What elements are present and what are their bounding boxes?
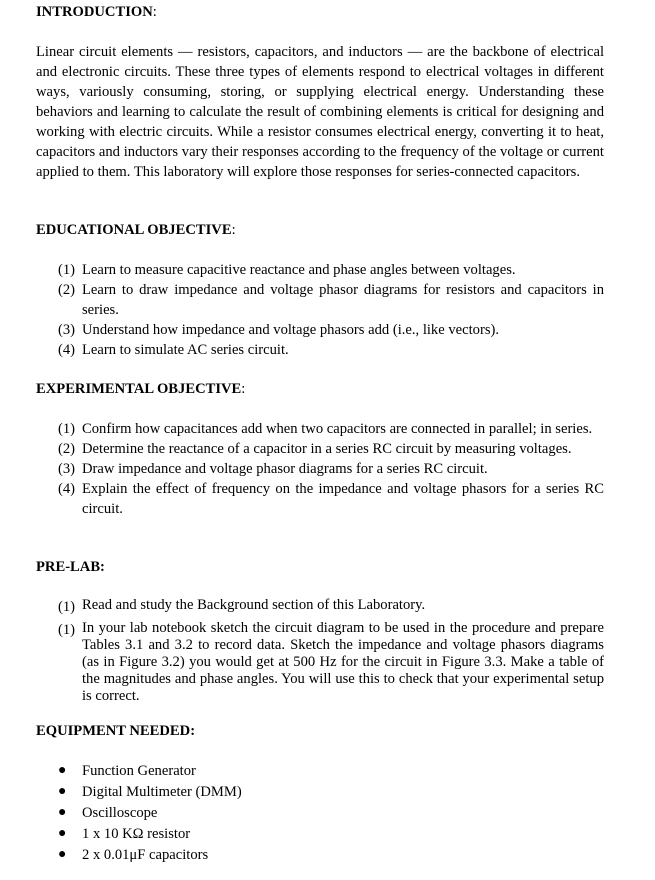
experimental-objective-heading-text: EXPERIMENTAL OBJECTIVE xyxy=(36,381,242,397)
introduction-heading-text: INTRODUCTION xyxy=(36,4,153,20)
educational-objective-heading-colon: : xyxy=(231,222,236,238)
list-item xyxy=(58,761,604,782)
list-item-text: Explain the effect of frequency on the impedance and voltage phasors for a series RC circuit. xyxy=(82,481,604,517)
list-item xyxy=(58,782,604,803)
experimental-objective-list xyxy=(58,419,604,519)
list-item-number: (4) xyxy=(58,342,76,358)
experimental-objective-heading-colon: : xyxy=(241,381,246,397)
educational-objective-list xyxy=(58,260,604,360)
list-item-text: Learn to simulate AC series circuit. xyxy=(82,342,289,358)
list-item-text: 1 x 10 KΩ resistor xyxy=(82,826,191,842)
list-item-text: Oscilloscope xyxy=(82,805,158,821)
bullet-icon: ● xyxy=(58,805,67,820)
list-item-number: (3) xyxy=(58,322,76,338)
list-item xyxy=(58,620,604,705)
pre-lab-list xyxy=(58,597,604,705)
list-item xyxy=(58,459,604,479)
bullet-icon: ● xyxy=(58,826,67,841)
equipment-list xyxy=(58,761,604,866)
list-item-text: Digital Multimeter (DMM) xyxy=(82,784,242,800)
list-item-text: Read and study the Background section of this Laboratory. xyxy=(82,597,426,613)
list-item-number: (1) xyxy=(58,599,76,615)
educational-objective-heading-text: EDUCATIONAL OBJECTIVE xyxy=(36,222,232,238)
list-item-number: (1) xyxy=(58,262,76,278)
list-item xyxy=(58,340,604,360)
list-item-number: (4) xyxy=(58,481,76,497)
list-item-text: Learn to measure capacitive reactance and phase angles between voltages. xyxy=(82,262,516,278)
list-item-text: In your lab notebook sketch the circuit diagram to be used in the procedure and prepare Tables 3.1 and 3.2 to record data. Sketch the impedance and voltage phasors diagrams (as in Figure 3.2) you would get at 500 Hz for the circuit in Figure 3.3. Make a table of the magnitudes and phase angles. You will use this to check that your experimental setup is correct. xyxy=(82,620,604,704)
list-item-number: (1) xyxy=(58,622,76,638)
introduction-paragraph: Linear circuit elements — resistors, capacitors, and inductors — are the backbone of electrical and electronic circuits. These three types of elements respond to electrical voltages in different ways, variously consuming, storing, or supplying electrical energy. Understanding these behaviors and learning to calculate the result of combining elements is critical for designing and working with electric circuits. While a resistor consumes electrical energy, converting it to heat, capacitors and inductors vary their responses according to the frequency of the voltage or current applied to them. This laboratory will explore those responses for series-connected capacitors. xyxy=(36,44,604,180)
list-item-text: Draw impedance and voltage phasor diagrams for a series RC circuit. xyxy=(82,461,488,477)
list-item-text: Learn to draw impedance and voltage phasor diagrams for resistors and capacitors in series. xyxy=(82,282,604,318)
list-item xyxy=(58,845,604,866)
list-item xyxy=(58,824,604,845)
list-item xyxy=(58,479,604,519)
list-item xyxy=(58,260,604,280)
list-item xyxy=(58,803,604,824)
experimental-objective-heading xyxy=(36,379,245,399)
bullet-icon: ● xyxy=(58,784,67,799)
list-item xyxy=(58,419,604,439)
pre-lab-heading: PRE-LAB: xyxy=(36,559,105,575)
list-item-text: Function Generator xyxy=(82,763,196,779)
list-item-text: Understand how impedance and voltage phasors add (i.e., like vectors). xyxy=(82,322,500,338)
list-item-number: (2) xyxy=(58,282,76,298)
list-item-number: (1) xyxy=(58,421,76,437)
bullet-icon: ● xyxy=(58,763,67,778)
list-item xyxy=(58,439,604,459)
list-item xyxy=(58,280,604,320)
list-item-text: Determine the reactance of a capacitor in a series RC circuit by measuring voltages. xyxy=(82,441,572,457)
educational-objective-heading xyxy=(36,220,236,240)
list-item-text: Confirm how capacitances add when two capacitors are connected in parallel; in series. xyxy=(82,421,593,437)
introduction-heading xyxy=(36,2,157,22)
list-item-number: (2) xyxy=(58,441,76,457)
list-item xyxy=(58,320,604,340)
bullet-icon: ● xyxy=(58,847,67,862)
list-item-text: 2 x 0.01μF capacitors xyxy=(82,847,209,863)
list-item-number: (3) xyxy=(58,461,76,477)
list-item xyxy=(58,597,604,617)
introduction-heading-colon: : xyxy=(152,4,157,20)
equipment-heading: EQUIPMENT NEEDED: xyxy=(36,723,196,739)
